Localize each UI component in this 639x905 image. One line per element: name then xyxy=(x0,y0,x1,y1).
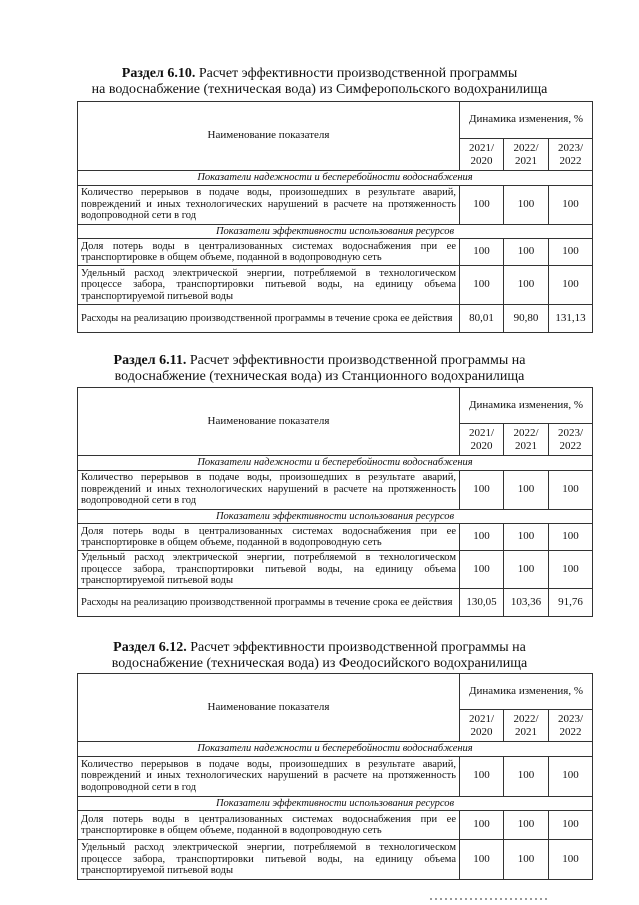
value-cell: 90,80 xyxy=(504,305,549,333)
value-cell: 100 xyxy=(460,756,504,796)
table-6-12 xyxy=(77,673,593,880)
indicator-name: Доля потерь воды в централизованных системах водоснабжения при ее транспортировке в общем объеме, поданной в водопроводную сеть xyxy=(78,811,460,840)
table-row xyxy=(78,840,593,880)
section-title-6-12 xyxy=(0,640,639,672)
value-cell: 100 xyxy=(504,840,549,880)
column-header-dynamics: Динамика изменения, % xyxy=(460,388,593,424)
value-cell: 100 xyxy=(549,524,593,551)
table-row xyxy=(78,551,593,589)
year-header: 2022/ 2021 xyxy=(504,139,549,171)
table-row xyxy=(78,756,593,796)
table-6-11 xyxy=(77,387,593,617)
value-cell: 100 xyxy=(504,756,549,796)
section-number: Раздел 6.10. xyxy=(121,66,196,81)
section-title-6-11 xyxy=(0,353,639,385)
table-row xyxy=(78,589,593,617)
section-title-line1: Расчет эффективности производственной программы на xyxy=(189,353,526,368)
year-header: 2023/ 2022 xyxy=(549,139,593,171)
value-cell: 100 xyxy=(549,239,593,266)
table-row xyxy=(78,524,593,551)
column-header-name: Наименование показателя xyxy=(78,102,460,171)
section-title-line2: водоснабжение (техническая вода) из Станционного водохранилища xyxy=(114,369,525,384)
value-cell: 100 xyxy=(460,266,504,305)
value-cell: 80,01 xyxy=(460,305,504,333)
column-header-name: Наименование показателя xyxy=(78,388,460,456)
value-cell: 100 xyxy=(549,266,593,305)
value-cell: 100 xyxy=(549,756,593,796)
year-header: 2022/ 2021 xyxy=(504,710,549,742)
year-header: 2021/ 2020 xyxy=(460,139,504,171)
value-cell: 91,76 xyxy=(549,589,593,617)
table-row xyxy=(78,185,593,224)
group-header-efficiency: Показатели эффективности использования ресурсов xyxy=(78,796,593,811)
value-cell: 100 xyxy=(549,470,593,509)
table-row xyxy=(78,305,593,333)
group-header-reliability: Показатели надежности и бесперебойности водоснабжения xyxy=(78,171,593,186)
indicator-name: Доля потерь воды в централизованных системах водоснабжения при ее транспортировке в общем объеме, поданной в водопроводную сеть xyxy=(78,524,460,551)
value-cell: 100 xyxy=(549,551,593,589)
indicator-name: Удельный расход электрической энергии, потребляемой в технологическом процессе забора, транспортировки питьевой воды, на единицу объема транспортируемой питьевой воды xyxy=(78,840,460,880)
value-cell: 100 xyxy=(504,524,549,551)
value-cell: 100 xyxy=(460,239,504,266)
section-title-6-10 xyxy=(0,66,639,98)
value-cell: 100 xyxy=(504,811,549,840)
value-cell: 100 xyxy=(504,266,549,305)
group-header-reliability: Показатели надежности и бесперебойности водоснабжения xyxy=(78,742,593,757)
group-header-efficiency: Показатели эффективности использования ресурсов xyxy=(78,224,593,239)
value-cell: 100 xyxy=(504,470,549,509)
indicator-name: Количество перерывов в подаче воды, произошедших в результате аварий, повреждений и иных технологических нарушений в расчете на протяженность водопроводной сети в год xyxy=(78,185,460,224)
table-row xyxy=(78,266,593,305)
indicator-name: Удельный расход электрической энергии, потребляемой в технологическом процессе забора, транспортировки питьевой воды, на единицу объема транспортируемой питьевой воды xyxy=(78,266,460,305)
column-header-name: Наименование показателя xyxy=(78,674,460,742)
table-row xyxy=(78,239,593,266)
section-title-line2: водоснабжение (техническая вода) из Феодосийского водохранилища xyxy=(111,656,528,671)
indicator-name: Количество перерывов в подаче воды, произошедших в результате аварий, повреждений и иных технологических нарушений в расчете на протяженность водопроводной сети в год xyxy=(78,470,460,509)
value-cell: 100 xyxy=(504,551,549,589)
section-number: Раздел 6.11. xyxy=(113,353,187,368)
section-title-line1: Расчет эффективности производственной программы на xyxy=(190,640,526,655)
section-title-line2: на водоснабжение (техническая вода) из Симферопольского водохранилища xyxy=(91,82,548,97)
year-header: 2023/ 2022 xyxy=(549,424,593,456)
value-cell: 100 xyxy=(549,811,593,840)
group-header-reliability: Показатели надежности и бесперебойности водоснабжения xyxy=(78,456,593,471)
group-header-efficiency: Показатели эффективности использования ресурсов xyxy=(78,509,593,524)
indicator-name: Расходы на реализацию производственной программы в течение срока ее действия xyxy=(78,589,460,617)
table-row xyxy=(78,470,593,509)
year-header: 2021/ 2020 xyxy=(460,710,504,742)
year-header: 2022/ 2021 xyxy=(504,424,549,456)
scan-artifact xyxy=(430,898,550,900)
section-number: Раздел 6.12. xyxy=(113,640,187,655)
indicator-name: Доля потерь воды в централизованных системах водоснабжения при ее транспортировке в общем объеме, поданной в водопроводную сеть xyxy=(78,239,460,266)
indicator-name: Количество перерывов в подаче воды, произошедших в результате аварий, повреждений и иных технологических нарушений в расчете на протяженность водопроводной сети в год xyxy=(78,756,460,796)
value-cell: 100 xyxy=(460,524,504,551)
column-header-dynamics: Динамика изменения, % xyxy=(460,102,593,139)
table-6-10 xyxy=(77,101,593,333)
indicator-name: Расходы на реализацию производственной программы в течение срока ее действия xyxy=(78,305,460,333)
value-cell: 100 xyxy=(549,185,593,224)
value-cell: 100 xyxy=(460,551,504,589)
value-cell: 100 xyxy=(504,185,549,224)
value-cell: 100 xyxy=(460,185,504,224)
value-cell: 130,05 xyxy=(460,589,504,617)
value-cell: 100 xyxy=(549,840,593,880)
value-cell: 131,13 xyxy=(549,305,593,333)
value-cell: 100 xyxy=(460,470,504,509)
value-cell: 100 xyxy=(460,811,504,840)
indicator-name: Удельный расход электрической энергии, потребляемой в технологическом процессе забора, транспортировки питьевой воды, на единицу объема транспортируемой питьевой воды xyxy=(78,551,460,589)
value-cell: 100 xyxy=(460,840,504,880)
value-cell: 103,36 xyxy=(504,589,549,617)
column-header-dynamics: Динамика изменения, % xyxy=(460,674,593,710)
year-header: 2023/ 2022 xyxy=(549,710,593,742)
value-cell: 100 xyxy=(504,239,549,266)
table-row xyxy=(78,811,593,840)
section-title-line1: Расчет эффективности производственной программы xyxy=(198,66,518,81)
year-header: 2021/ 2020 xyxy=(460,424,504,456)
